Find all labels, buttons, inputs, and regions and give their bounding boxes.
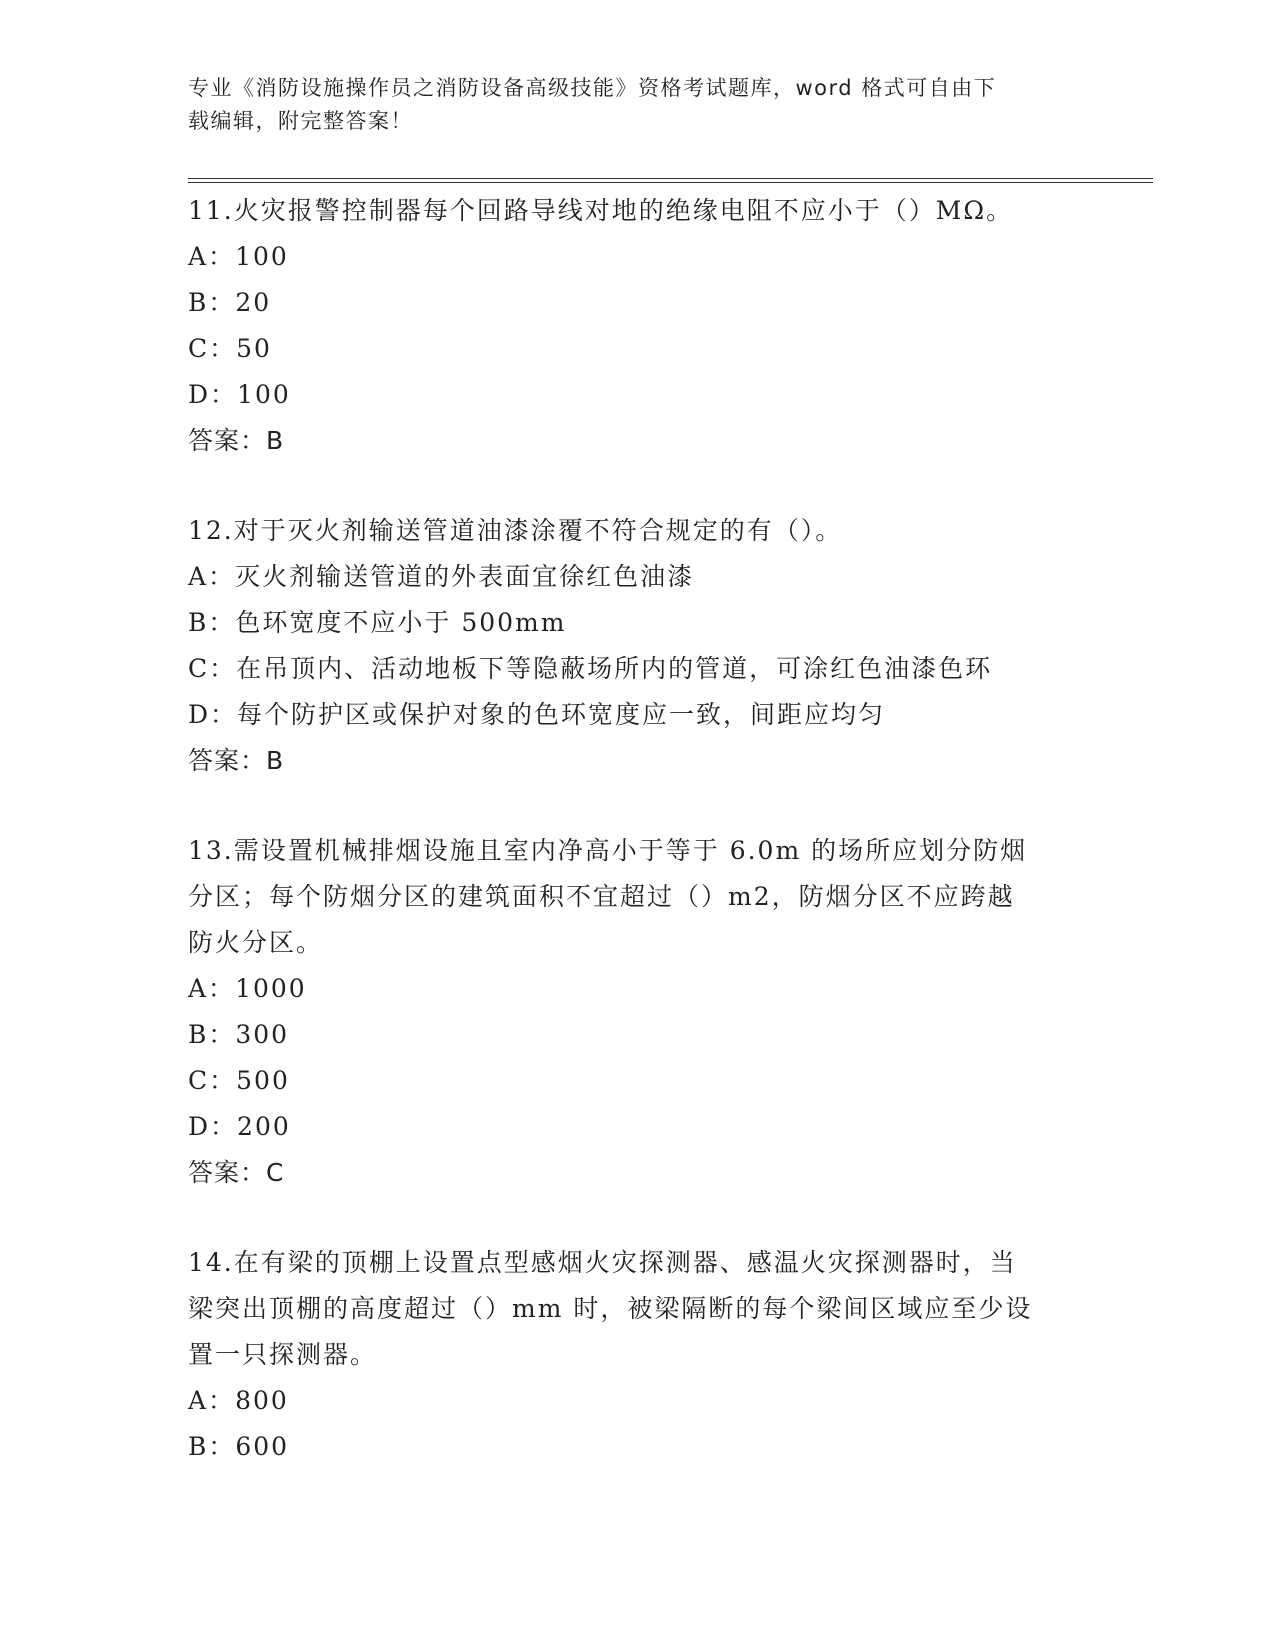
option-text: 500 xyxy=(236,1066,290,1095)
document-header xyxy=(188,72,1068,138)
option-text: 20 xyxy=(235,288,272,317)
option-a xyxy=(188,966,1068,1012)
option-text: 色环宽度不应小于 500mm xyxy=(235,608,567,637)
question-stem-line-2: 梁突出顶棚的高度超过（）mm 时，被梁隔断的每个梁间区域应至少设 xyxy=(188,1294,1033,1323)
option-b xyxy=(188,1424,1068,1470)
option-letter: D： xyxy=(188,1112,238,1141)
question-stem-line-3: 置一只探测器。 xyxy=(188,1340,378,1369)
option-a xyxy=(188,234,1068,280)
question-stem-line-1: 13.需设置机械排烟设施且室内净高小于等于 6.0m 的场所应划分防烟 xyxy=(188,836,1028,865)
option-text: 100 xyxy=(235,242,289,271)
option-letter: A： xyxy=(188,242,236,271)
option-b xyxy=(188,600,1068,646)
option-text: 100 xyxy=(237,380,291,409)
option-d xyxy=(188,692,1068,738)
header-divider-top xyxy=(188,178,1153,179)
option-letter: B： xyxy=(188,1432,236,1461)
option-a xyxy=(188,554,1068,600)
option-text: 300 xyxy=(235,1020,290,1049)
option-text: 每个防护区或保护对象的色环宽度应一致，间距应均匀 xyxy=(237,700,886,729)
option-text: 200 xyxy=(237,1112,291,1141)
answer-line: 答案：C xyxy=(188,1158,285,1187)
option-letter: B： xyxy=(188,608,236,637)
option-letter: D： xyxy=(188,380,238,409)
option-text: 在吊顶内、活动地板下等隐蔽场所内的管道，可涂红色油漆色环 xyxy=(236,654,993,683)
question-stem-line-3: 防火分区。 xyxy=(188,928,324,957)
option-c xyxy=(188,646,1068,692)
question-14 xyxy=(188,1240,1068,1470)
option-letter: A： xyxy=(188,1386,236,1415)
option-d xyxy=(188,1104,1068,1150)
question-stem-line-1: 14.在有梁的顶棚上设置点型感烟火灾探测器、感温火灾探测器时，当 xyxy=(188,1248,1017,1277)
header-divider-bottom xyxy=(188,182,1153,183)
option-c xyxy=(188,326,1068,372)
question-13 xyxy=(188,828,1068,1196)
option-text: 800 xyxy=(235,1386,289,1415)
question-stem: 12.对于灭火剂输送管道油漆涂覆不符合规定的有（）。 xyxy=(188,516,843,545)
option-text: 灭火剂输送管道的外表面宜徐红色油漆 xyxy=(235,562,695,591)
option-letter: A： xyxy=(188,974,236,1003)
option-letter: B： xyxy=(188,1020,236,1049)
answer-line: 答案：B xyxy=(188,426,285,455)
header-line-1: 专业《消防设施操作员之消防设备高级技能》资格考试题库，word 格式可自由下 xyxy=(188,76,997,100)
option-letter: C： xyxy=(188,334,237,363)
question-11 xyxy=(188,188,1068,464)
option-a xyxy=(188,1378,1068,1424)
option-letter: A： xyxy=(188,562,236,591)
question-stem-line-2: 分区；每个防烟分区的建筑面积不宜超过（）m2，防烟分区不应跨越 xyxy=(188,882,1015,911)
option-text: 50 xyxy=(236,334,272,363)
option-letter: C： xyxy=(188,1066,237,1095)
option-letter: C： xyxy=(188,654,237,683)
answer-line: 答案：B xyxy=(188,746,285,775)
option-c xyxy=(188,1058,1068,1104)
option-b xyxy=(188,1012,1068,1058)
question-12 xyxy=(188,508,1068,784)
option-text: 1000 xyxy=(235,974,307,1003)
option-letter: B： xyxy=(188,288,236,317)
option-d xyxy=(188,372,1068,418)
option-b xyxy=(188,280,1068,326)
option-text: 600 xyxy=(235,1432,290,1461)
question-stem: 11.火灾报警控制器每个回路导线对地的绝缘电阻不应小于（）MΩ。 xyxy=(188,196,1014,225)
header-line-2: 载编辑，附完整答案！ xyxy=(188,109,413,133)
option-letter: D： xyxy=(188,700,238,729)
